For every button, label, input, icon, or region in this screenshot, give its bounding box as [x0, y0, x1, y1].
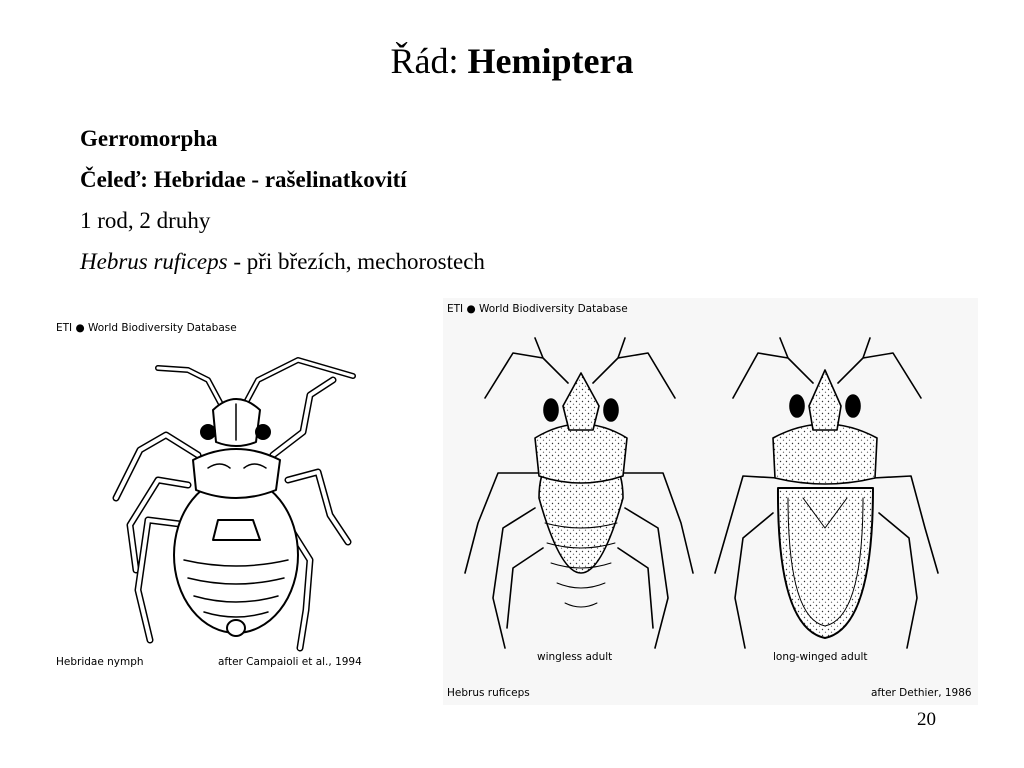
- nymph-illustration: [48, 310, 428, 680]
- infraorder-line: Gerromorpha: [80, 126, 218, 151]
- figure-header: ETI ● World Biodiversity Database: [56, 322, 237, 334]
- slide-title: [0, 40, 1024, 82]
- title-prefix: Řád:: [390, 41, 468, 81]
- figure-caption-left: Hebridae nymph: [56, 656, 144, 668]
- adults-figure: [443, 298, 978, 705]
- nymph-figure: [48, 310, 428, 680]
- wingless-adult-drawing: [465, 338, 693, 648]
- species-name: Hebrus ruficeps: [80, 249, 228, 274]
- figure-caption-right: after Campaioli et al., 1994: [218, 656, 362, 668]
- species-line: [80, 241, 485, 282]
- adults-illustration: [443, 298, 978, 705]
- figure-caption-left: Hebrus ruficeps: [447, 687, 530, 699]
- family-line: Čeleď: Hebridae - rašelinatkovití: [80, 167, 407, 192]
- genus-count-line: 1 rod, 2 druhy: [80, 208, 211, 233]
- long-winged-adult-drawing: [715, 338, 938, 648]
- long-winged-label: long-winged adult: [773, 651, 868, 663]
- species-habitat: - při březích, mechorostech: [227, 249, 485, 274]
- wingless-label: wingless adult: [537, 651, 613, 663]
- page-number: 20: [917, 709, 936, 730]
- figure-caption-right: after Dethier, 1986: [871, 687, 972, 699]
- nymph-drawing: [116, 360, 353, 648]
- title-main: Hemiptera: [467, 41, 634, 81]
- slide-body: [80, 118, 485, 282]
- figure-header: ETI ● World Biodiversity Database: [447, 303, 628, 315]
